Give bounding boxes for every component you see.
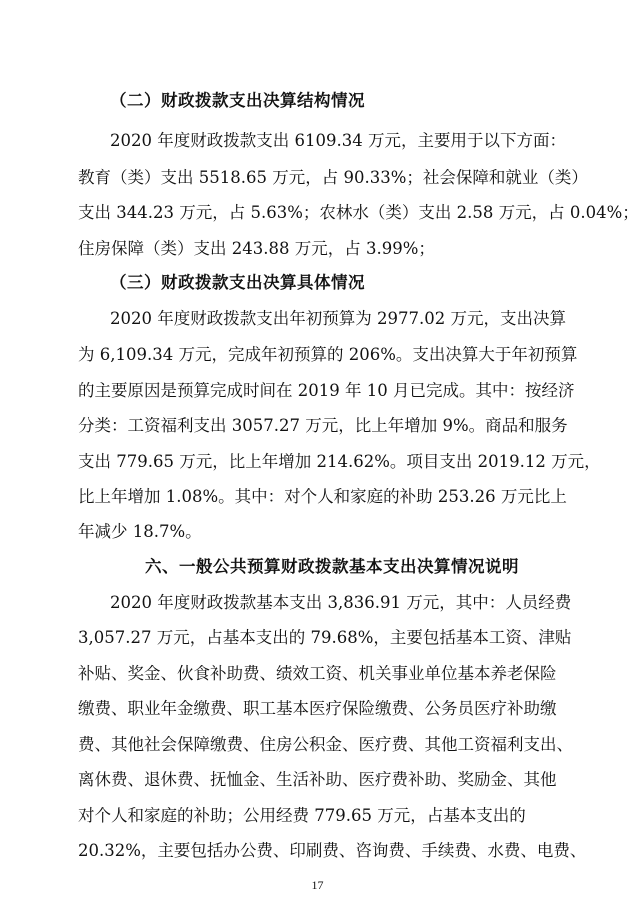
section-heading-basic-expenditure: 六、一般公共预算财政拨款基本支出决算情况说明	[145, 557, 519, 576]
page-number: 17	[311, 878, 324, 892]
paragraph-line: 缴费、职业年金缴费、职工基本医疗保险缴费、公务员医疗补助缴	[78, 699, 557, 718]
paragraph-line: 年减少 18.7%。	[78, 522, 202, 541]
paragraph-line: 2020 年度财政拨款支出 6109.34 万元，主要用于以下方面：	[110, 131, 566, 150]
section-heading-details: （三）财政拨款支出决算具体情况	[110, 273, 365, 292]
paragraph-line: 对个人和家庭的补助；公用经费 779.65 万元，占基本支出的	[78, 806, 526, 825]
paragraph-line: 2020 年度财政拨款基本支出 3,836.91 万元，其中：人员经费	[110, 593, 572, 612]
paragraph-line: 离休费、退休费、抚恤金、生活补助、医疗费补助、奖励金、其他	[78, 770, 557, 789]
paragraph-line: 的主要原因是预算完成时间在 2019 年 10 月已完成。其中：按经济	[78, 381, 575, 400]
paragraph-line: 20.32%，主要包括办公费、印刷费、咨询费、手续费、水费、电费、	[78, 841, 587, 860]
paragraph-line: 支出 344.23 万元，占 5.63%；农林水（类）支出 2.58 万元，占 0.04%；	[78, 203, 639, 222]
paragraph-line: 教育（类）支出 5518.65 万元，占 90.33%；社会保障和就业（类）	[78, 168, 588, 187]
paragraph-line: 分类：工资福利支出 3057.27 万元，比上年增加 9%。商品和服务	[78, 416, 568, 435]
paragraph-line: 支出 779.65 万元，比上年增加 214.62%。项目支出 2019.12 万元，	[78, 452, 601, 471]
paragraph-line: 3,057.27 万元，占基本支出的 79.68%，主要包括基本工资、津贴	[78, 628, 572, 647]
paragraph-line: 费、其他社会保障缴费、住房公积金、医疗费、其他工资福利支出、	[78, 735, 573, 754]
paragraph-line: 为 6,109.34 万元，完成年初预算的 206%。支出决算大于年初预算	[78, 345, 578, 364]
section-heading-structure: （二）财政拨款支出决算结构情况	[110, 91, 365, 110]
paragraph-line: 比上年增加 1.08%。其中：对个人和家庭的补助 253.26 万元比上	[78, 487, 567, 506]
paragraph-line: 住房保障（类）支出 243.88 万元，占 3.99%；	[78, 239, 435, 258]
paragraph-line: 补贴、奖金、伙食补助费、绩效工资、机关事业单位基本养老保险	[78, 664, 557, 683]
paragraph-line: 2020 年度财政拨款支出年初预算为 2977.02 万元，支出决算	[110, 309, 566, 328]
